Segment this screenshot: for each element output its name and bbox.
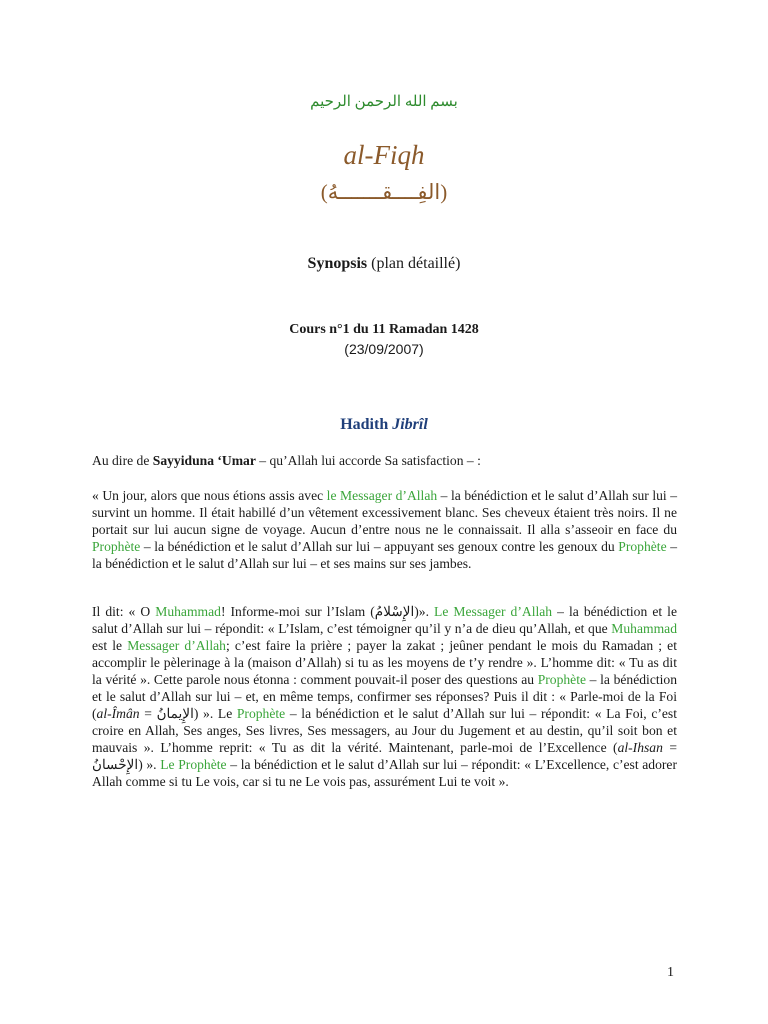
- highlight-prophet: Prophète: [537, 672, 587, 687]
- text: ! Informe-moi sur l’Islam: [220, 604, 371, 619]
- text: – la bénédiction et le salut d’Allah sur lui – et, en même temps, confirmer ses réponses? Puis il dit : « Parle-moi de la Foi (: [92, 672, 678, 721]
- text: =: [139, 706, 157, 721]
- paragraph-1: [92, 487, 677, 572]
- text: – la bénédiction et le salut d’Allah sur lui – et ses mains sur ses jambes.: [92, 539, 677, 571]
- text: – la bénédiction et le salut d’Allah sur lui – répondit: « L’Islam, c’est témoigner qu’il y n’a de dieu qu’Allah, et que: [92, 604, 677, 636]
- text: ».: [418, 604, 435, 619]
- text: ; c’est faire la prière ; payer la zakat ; jeûner pendant le mois du Ramadan ; et accomplir le pèlerinage à la (maison d’Allah) si tu as les moyens de t’y rendre ». L’homme dit: « Tu as dit la vérité ». Cette parole nous étonna : comment pouvait-il poser des questions au: [92, 638, 677, 687]
- document-title: al-Fiqh: [343, 140, 425, 170]
- basmala: بسم الله الرحمن الرحيم: [310, 94, 458, 110]
- arabic-term: الإِيمانُ: [156, 706, 194, 721]
- text: – la bénédiction et le salut d’Allah sur lui – survint un homme. Il était habillé d’un vêtement excessivement blanc. Ses cheveux étaient très noirs. Il ne portait sur lui aucun signe de voyage. Aucun d’entre nous ne le connaissait. Il alla s’asseoir en face du: [92, 488, 678, 537]
- text: – la bénédiction et le salut d’Allah sur lui – répondit: « La Foi, c’est croire en Allah, Ses anges, Ses livres, Ses messagers, au Jour du Jugement et au destin, qu’il soit bon et mauvais ». L’homme reprit: « Tu as dit la vérité. Maintenant, parle-moi de l’Excellence (: [92, 706, 677, 755]
- intro-name: Sayyiduna ‘Umar: [152, 453, 256, 468]
- text: – la bénédiction et le salut d’Allah sur lui – appuyant ses genoux contre les genoux du: [140, 539, 619, 554]
- text: ) ».: [138, 757, 161, 772]
- text: =: [662, 740, 677, 755]
- synopsis-rest: (plan détaillé): [367, 255, 461, 272]
- course-label: Cours n°1 du 11 Ramadan 1428: [289, 322, 479, 337]
- highlight-prophet: Le Prophète: [160, 757, 227, 772]
- intro-paragraph: [92, 452, 677, 469]
- highlight-prophet: Prophète: [236, 706, 286, 721]
- section-title-plain: Hadith: [340, 416, 393, 433]
- text: « Un jour, alors que nous étions assis avec: [92, 488, 327, 503]
- arabic-term: (الإِسْلامُ): [370, 604, 419, 619]
- synopsis-heading: [0, 255, 768, 273]
- text: ) ». Le: [193, 706, 237, 721]
- transliteration: al-Îmân: [96, 706, 140, 721]
- section-title: [0, 416, 768, 434]
- highlight-messenger: Le Messager d’Allah: [434, 604, 553, 619]
- transliteration: al-Ihsan: [617, 740, 663, 755]
- document-title-arabic: (الفِــــقـــــــهُ): [320, 180, 448, 204]
- synopsis-bold: Synopsis: [307, 255, 368, 272]
- highlight-messenger: le Messager d’Allah: [326, 488, 438, 503]
- section-title-italic: Jibrîl: [392, 416, 428, 433]
- highlight-messenger: Messager d’Allah: [127, 638, 226, 653]
- intro-text: – qu’Allah lui accorde Sa satisfaction – :: [255, 453, 481, 468]
- text: – la bénédiction et le salut d’Allah sur lui – répondit: « L’Excellence, c’est adorer Allah comme si tu Le vois, car si tu ne Le vois pas, assurément Lui te voit ».: [92, 757, 677, 789]
- arabic-term: الإِحْسانُ: [92, 757, 139, 772]
- intro-text: Au dire de: [92, 453, 153, 468]
- highlight-prophet: Prophète: [618, 539, 667, 554]
- paragraph-2: [92, 603, 677, 790]
- text: est le: [92, 638, 128, 653]
- highlight-prophet: Prophète: [92, 539, 141, 554]
- highlight-muhammad: Muhammad: [155, 604, 221, 619]
- highlight-muhammad: Muhammad: [611, 621, 677, 636]
- course-date: (23/09/2007): [344, 341, 424, 357]
- text: Il dit: « O: [92, 604, 156, 619]
- page-number: 1: [667, 965, 674, 980]
